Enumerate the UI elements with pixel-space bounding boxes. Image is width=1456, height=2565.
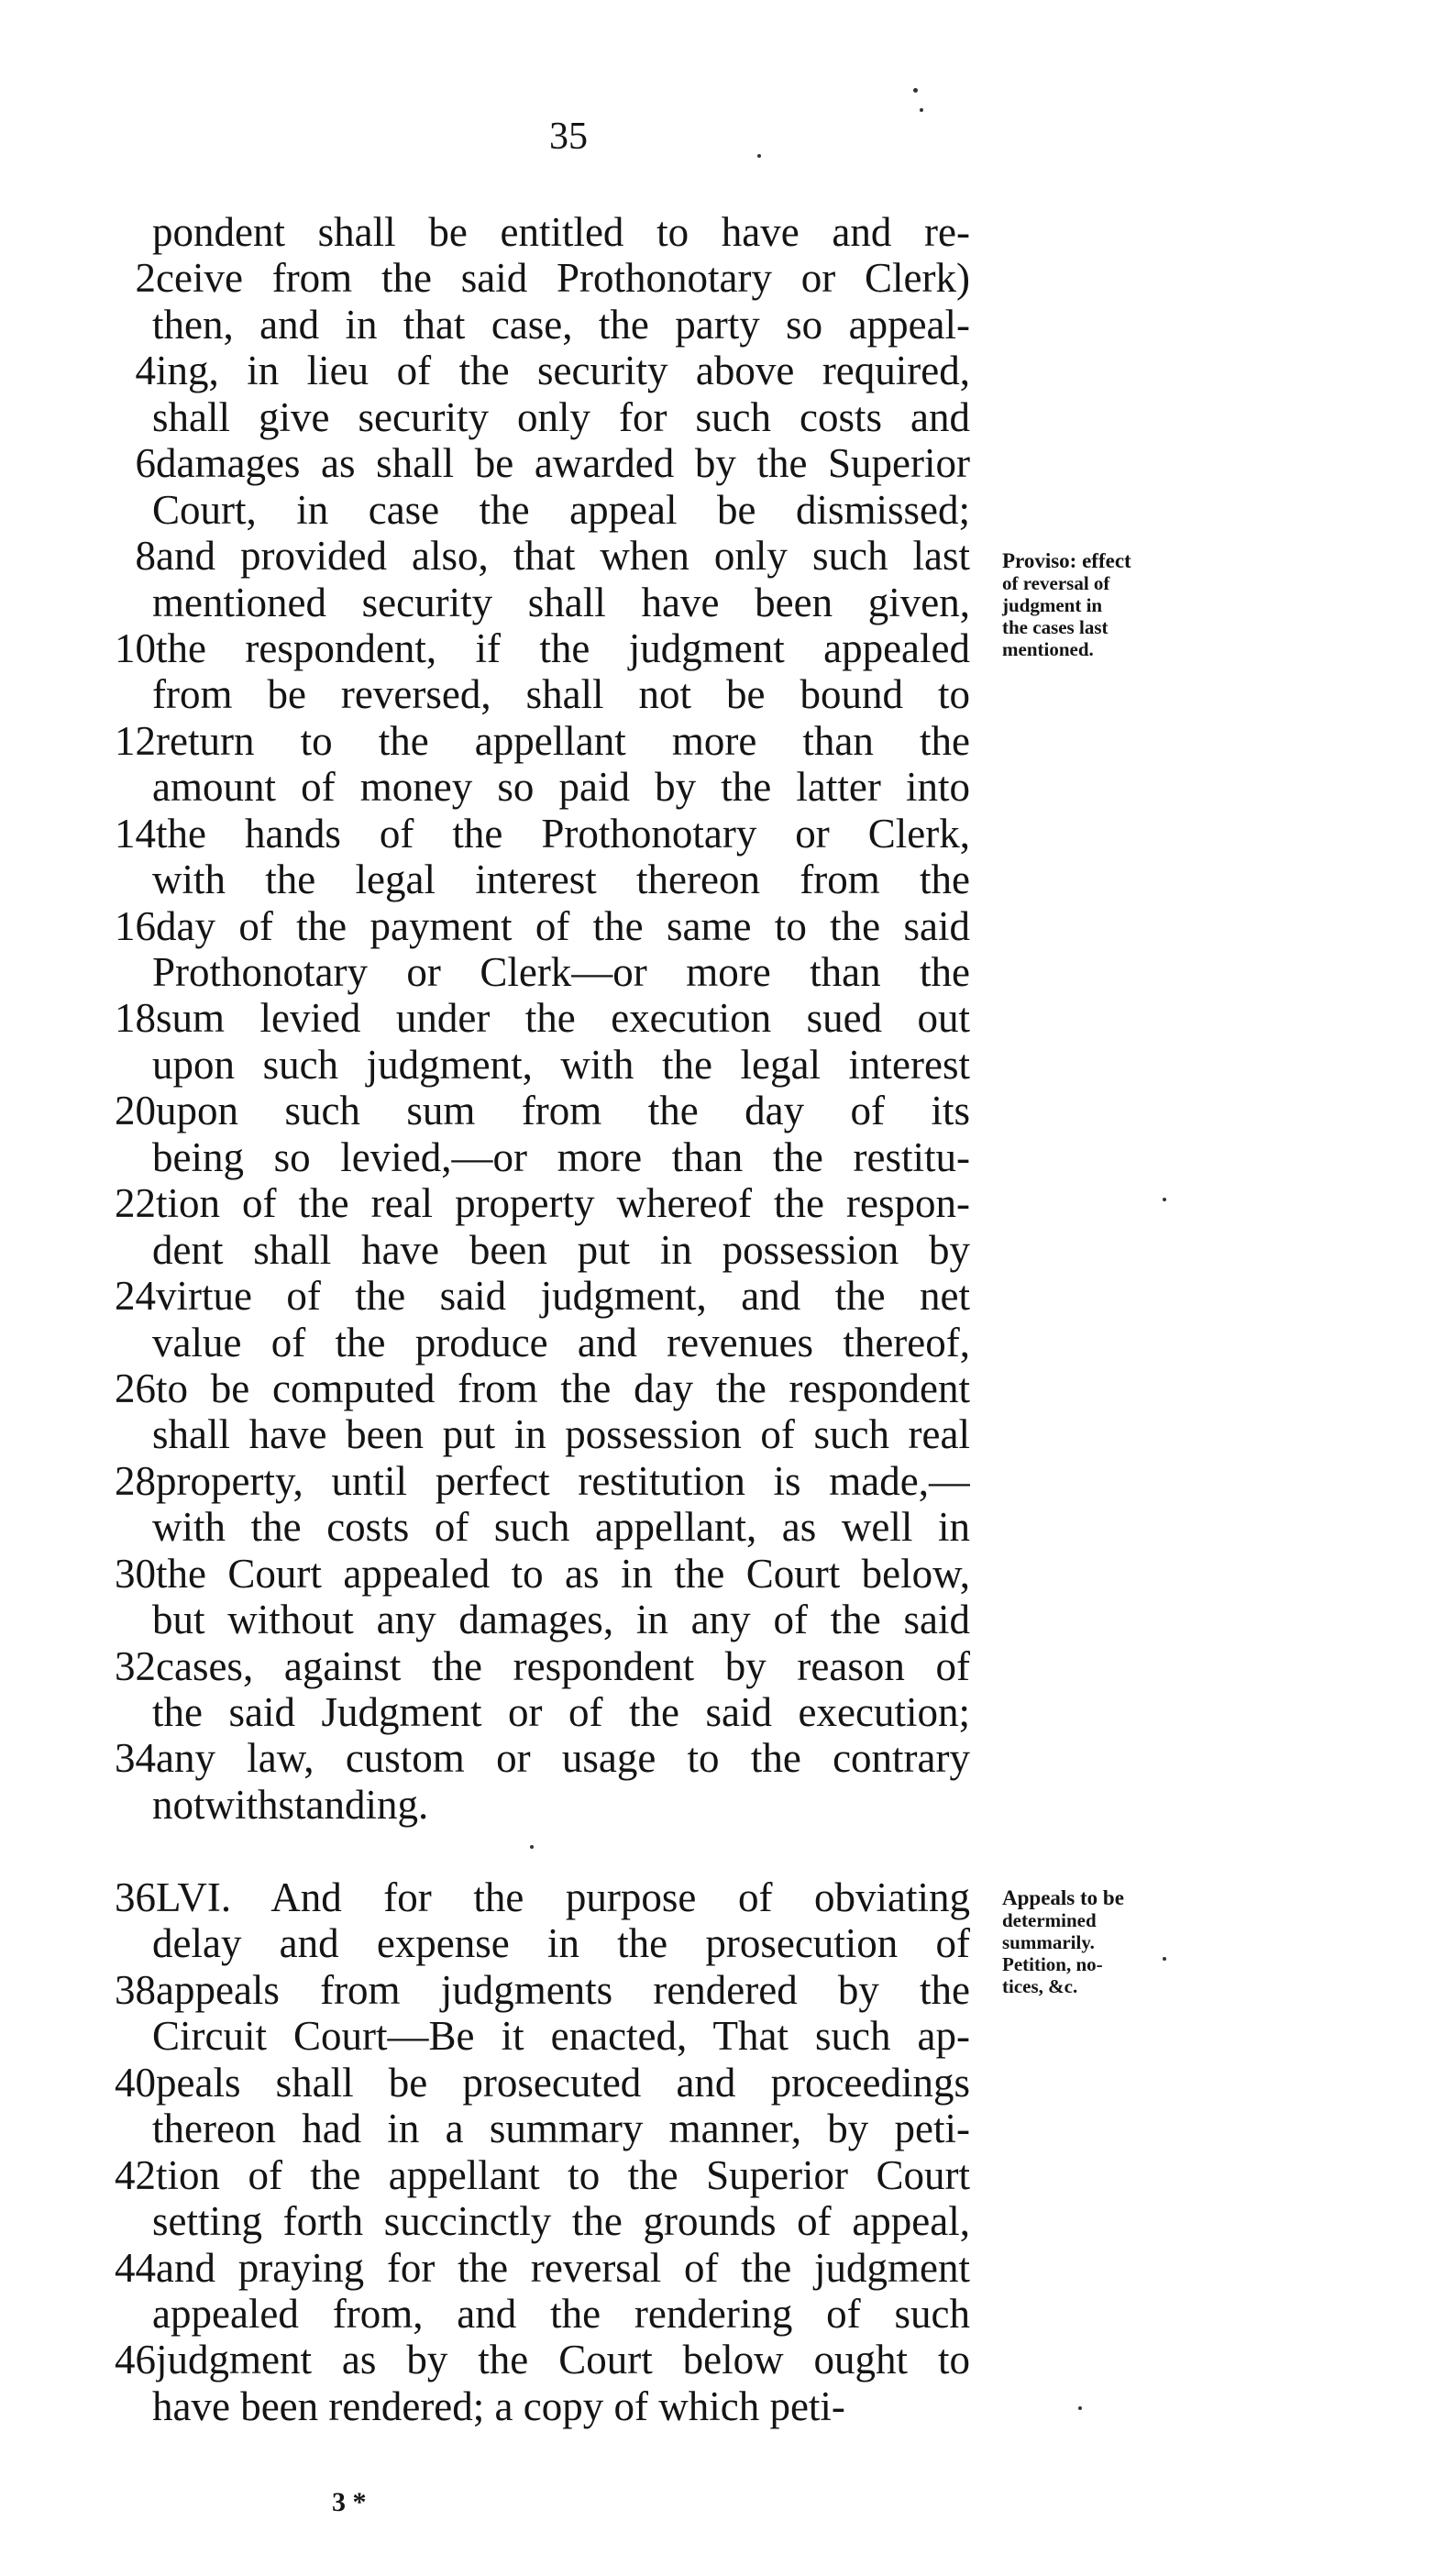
line-number: 18	[115, 995, 156, 1042]
margin-note-line: Appeals to be	[1002, 1886, 1124, 1909]
line-text: the hands of the Prothonotary or Clerk,	[156, 810, 970, 857]
text-line	[0, 2245, 1456, 2291]
text-line	[0, 1551, 1456, 1597]
line-text: sum levied under the execution sued out	[156, 995, 970, 1042]
line-number: 22	[115, 1180, 156, 1227]
line-text: have been rendered; a copy of which peti-	[152, 2383, 845, 2429]
line-text: ceive from the said Prothonotary or Clerk)	[156, 255, 970, 302]
text-line	[0, 1180, 1456, 1226]
line-text: thereon had in a summary manner, by peti-	[152, 2106, 970, 2152]
text-line	[0, 1365, 1456, 1411]
line-text: amount of money so paid by the latter into	[152, 764, 970, 811]
line-text: and provided also, that when only such last	[156, 533, 970, 580]
text-line	[0, 533, 1456, 579]
margin-note-line: mentioned.	[1002, 638, 1094, 660]
line-number: 40	[115, 2059, 156, 2106]
line-number: 8	[135, 533, 156, 580]
line-text: mentioned security shall have been given,	[152, 579, 970, 625]
text-line	[0, 1458, 1456, 1504]
speck	[1078, 2406, 1082, 2410]
text-line	[0, 2337, 1456, 2383]
line-number: 20	[115, 1088, 156, 1134]
speck	[1163, 1198, 1166, 1201]
line-text: Prothonotary or Clerk—or more than the	[152, 949, 970, 995]
speck	[530, 1845, 534, 1849]
section-1-text	[0, 209, 1456, 1828]
text-line	[0, 1504, 1456, 1550]
text-line	[0, 1227, 1456, 1273]
line-text: Circuit Court—Be it enacted, That such ap-	[152, 2013, 970, 2060]
line-text: being so levied,—or more than the restitu-	[152, 1133, 970, 1180]
line-text: then, and in that case, the party so appeal-	[152, 301, 970, 348]
speck	[920, 108, 923, 112]
text-line	[0, 2383, 1456, 2429]
line-text: upon such sum from the day of its	[156, 1088, 970, 1134]
text-line	[0, 811, 1456, 857]
text-line	[0, 1689, 1456, 1735]
text-line	[0, 2060, 1456, 2106]
margin-note-line: summarily.	[1002, 1931, 1095, 1953]
line-text: peals shall be prosecuted and proceedings	[156, 2059, 970, 2106]
line-text: Court, in case the appeal be dismissed;	[152, 486, 970, 533]
line-text: shall give security only for such costs and	[152, 393, 970, 440]
text-line	[0, 440, 1456, 486]
margin-note-line: determined	[1002, 1909, 1097, 1931]
line-text: but without any damages, in any of the said	[152, 1597, 970, 1643]
line-text: tion of the appellant to the Superior Court	[156, 2151, 970, 2198]
line-text: any law, custom or usage to the contrary	[156, 1735, 970, 1782]
text-line	[0, 671, 1456, 717]
line-text: notwithstanding.	[152, 1781, 429, 1828]
margin-note-line: Proviso: effect	[1002, 549, 1131, 572]
line-text: tion of the real property whereof the respon-	[156, 1180, 970, 1227]
section-2-text	[0, 1874, 1456, 2429]
line-text: cases, against the respondent by reason of	[156, 1642, 970, 1689]
margin-note-line: the cases last	[1002, 616, 1109, 638]
line-text: delay and expense in the prosecution of	[152, 1920, 970, 1967]
margin-note-line: tices, &c.	[1002, 1975, 1078, 1997]
line-text: to be computed from the day the respondent	[156, 1365, 970, 1411]
text-line	[0, 1411, 1456, 1457]
text-line	[0, 255, 1456, 301]
line-number: 34	[115, 1735, 156, 1782]
text-line	[0, 2013, 1456, 2059]
line-number: 24	[115, 1273, 156, 1320]
line-number: 26	[115, 1365, 156, 1411]
line-number: 2	[135, 255, 156, 302]
text-line	[0, 1920, 1456, 1966]
line-number: 44	[115, 2244, 156, 2291]
text-line	[0, 1597, 1456, 1642]
line-text: return to the appellant more than the	[156, 717, 970, 764]
text-line	[0, 1643, 1456, 1689]
line-text: virtue of the said judgment, and the net	[156, 1273, 970, 1320]
line-text: day of the payment of the same to the said	[156, 902, 970, 949]
text-line	[0, 1042, 1456, 1088]
text-line	[0, 1735, 1456, 1781]
line-text: with the legal interest thereon from the	[152, 857, 970, 903]
line-number: 46	[115, 2337, 156, 2383]
line-text: shall have been put in possession of such real	[152, 1411, 970, 1458]
text-line	[0, 209, 1456, 255]
signature-mark: 3 *	[332, 2487, 367, 2517]
margin-note-line: judgment in	[1002, 594, 1103, 616]
margin-note-appeals	[1002, 1887, 1186, 1997]
line-text: judgment as by the Court below ought to	[156, 2337, 970, 2383]
line-text: appealed from, and the rendering of such	[152, 2290, 970, 2337]
line-text: ing, in lieu of the security above required,	[156, 348, 970, 394]
text-line	[0, 2106, 1456, 2151]
line-number: 14	[115, 810, 156, 857]
text-line	[0, 302, 1456, 348]
text-line	[0, 1782, 1456, 1828]
text-line	[0, 348, 1456, 393]
line-text: the respondent, if the judgment appealed	[156, 625, 970, 671]
text-line	[0, 2291, 1456, 2337]
line-text: pondent shall be entitled to have and re-	[152, 209, 970, 255]
text-line	[0, 487, 1456, 533]
line-text: the Court appealed to as in the Court below,	[156, 1550, 970, 1597]
line-number: 10	[115, 625, 156, 671]
page-number: 35	[549, 116, 588, 158]
line-text: property, until perfect restitution is made,—	[156, 1457, 970, 1504]
line-number: 28	[115, 1457, 156, 1504]
line-number: 12	[115, 717, 156, 764]
text-line	[0, 764, 1456, 810]
line-text: upon such judgment, with the legal interest	[152, 1041, 970, 1088]
line-number: 32	[115, 1642, 156, 1689]
text-line	[0, 1874, 1456, 1920]
text-line	[0, 2152, 1456, 2198]
text-line	[0, 2198, 1456, 2244]
line-text: the said Judgment or of the said execution;	[152, 1689, 970, 1735]
line-number: 36	[115, 1874, 156, 1920]
line-text: with the costs of such appellant, as well in	[152, 1504, 970, 1551]
text-line	[0, 394, 1456, 440]
margin-note-proviso	[1002, 550, 1186, 660]
text-line	[0, 857, 1456, 902]
line-text: appeals from judgments rendered by the	[156, 1966, 970, 2013]
line-text: setting forth succinctly the grounds of appeal,	[152, 2198, 970, 2245]
text-line	[0, 718, 1456, 764]
line-number: 16	[115, 902, 156, 949]
text-line	[0, 903, 1456, 949]
line-text: damages as shall be awarded by the Superior	[156, 440, 970, 487]
line-text: dent shall have been put in possession by	[152, 1226, 970, 1273]
line-text: LVI. And for the purpose of obviating	[156, 1874, 970, 1920]
text-line	[0, 949, 1456, 995]
text-line	[0, 995, 1456, 1041]
speck	[757, 154, 761, 158]
line-number: 4	[135, 348, 156, 394]
margin-note-line: of reversal of	[1002, 572, 1110, 594]
margin-note-line: Petition, no-	[1002, 1953, 1103, 1975]
text-line	[0, 1967, 1456, 2013]
line-number: 6	[135, 440, 156, 487]
text-line	[0, 1273, 1456, 1319]
text-line	[0, 1320, 1456, 1365]
line-number: 38	[115, 1966, 156, 2013]
line-number: 30	[115, 1550, 156, 1597]
speck	[913, 88, 918, 93]
line-text: from be reversed, shall not be bound to	[152, 671, 970, 718]
line-text: value of the produce and revenues thereof,	[152, 1319, 970, 1365]
speck	[1163, 1957, 1166, 1961]
text-line	[0, 580, 1456, 625]
line-number: 42	[115, 2151, 156, 2198]
text-line	[0, 1088, 1456, 1133]
text-line	[0, 625, 1456, 671]
line-text: and praying for the reversal of the judgment	[156, 2244, 970, 2291]
text-line	[0, 1134, 1456, 1180]
